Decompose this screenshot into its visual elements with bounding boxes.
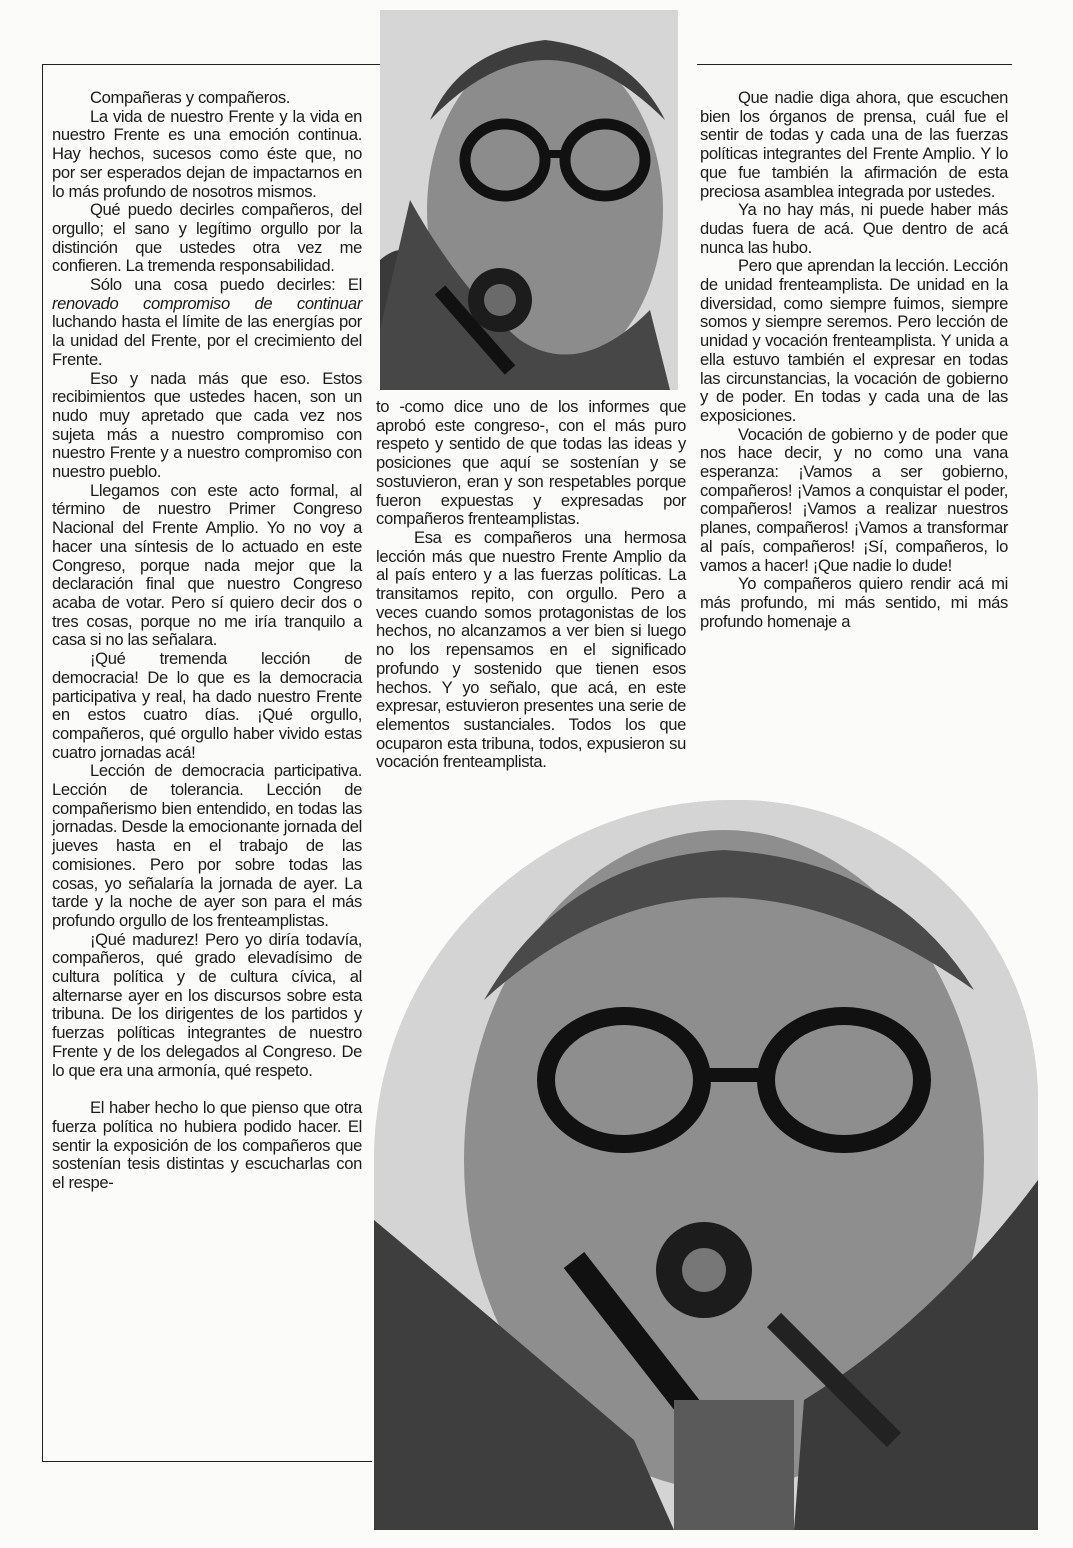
paragraph: La vida de nuestro Frente y la vida en nuestro Frente es una emoción continua. Hay hechos, sucesos como éste que, no por ser esperados dejan de impactarnos en lo más profundo de nosotros mismos.	[52, 106, 362, 201]
portrait-illustration	[380, 10, 678, 390]
paragraph: Compañeras y compañeros.	[90, 88, 291, 107]
paragraph: Que nadie diga ahora, que escuchen bien los órganos de prensa, cuál fue el sentir de todas y cada una de las fuerzas políticas integrantes del Frente Amplio. Y lo que fue también la afirmación de esta preciosa asamblea integrada por ustedes.	[700, 88, 1008, 201]
paragraph: ¡Qué madurez! Pero yo diría todavía, compañeros, qué grado elevadísimo de cultura política y de cultura cívica, al alternarse ayer en los discursos sobre esta tribuna. De los dirigentes de los partidos y fuerzas políticas integrantes de nuestro Frente y de los delegados al Congreso. De lo que era una armonía, qué respeto.	[52, 929, 362, 1080]
portrait-photo-bottom	[374, 800, 1038, 1530]
article-column-1	[52, 89, 362, 1193]
frame-left-rule	[42, 64, 43, 1462]
paragraph: Esa es compañeros una hermosa lección más que nuestro Frente Amplio da al país entero y a las fuerzas políticas. La transitamos repito, con orgullo. Pero a veces cuando somos protagonistas de los hechos, no alcanzamos a ver bien si luego no los repensamos en el significado profundo y sostenido que tienen esos hechos. Y yo señalo, que acá, en este expresar, estuvieron presentes una serie de elementos sustanciales. Todos los que ocuparon esta tribuna, todos, expusieron su vocación frenteamplista.	[376, 527, 686, 772]
paragraph: Qué puedo decirles compañeros, del orgullo; el sano y legítimo orgullo por la distinción que ustedes otra vez me confieren. La tremenda responsabilidad.	[52, 200, 362, 276]
paragraph: Lección de democracia participativa. Lección de tolerancia. Lección de compañerismo bien entendido, en todas las jornadas. Desde la emocionante jornada del jueves hasta en el trabajo de las comisiones. Pero por sobre todas las cosas, yo señalaría la jornada de ayer. La tarde y la noche de ayer son para el más profundo orgullo de los frenteamplistas.	[52, 761, 363, 930]
paragraph: Ya no hay más, ni puede haber más dudas fuera de acá. Que dentro de acá nunca las hubo.	[700, 200, 1008, 257]
article-column-3	[700, 89, 1008, 631]
paragraph: Llegamos con este acto formal, al término de nuestro Primer Congreso Nacional del Frente Amplio. Yo no voy a hacer una síntesis de lo actuado en este Congreso, porque nada mejor que la declaración final que nuestro Congreso acaba de votar. Pero sí quiero decir dos o tres cosas, porque no me iría tranquilo a casa si no las señalara.	[52, 480, 362, 650]
article-column-2	[376, 398, 686, 772]
text-run: luchando hasta el límite de las energías por la unidad del Frente, por el crecimiento del Frente.	[52, 312, 362, 369]
paragraph	[52, 276, 362, 370]
portrait-illustration	[374, 800, 1038, 1530]
paragraph: ¡Qué tremenda lección de democracia! De lo que es la democracia participativa y real, ha dado nuestro Frente en estos cuatro días. ¡Qué orgullo, compañeros, qué orgullo haber vivido estas cuatro jornadas acá!	[52, 649, 362, 762]
paragraph: Vocación de gobierno y de poder que nos hace decir, y no como una vana esperanza: ¡Vamos a ser gobierno, compañeros! ¡Vamos a conquistar el poder, compañeros! ¡Vamos a realizar nuestros planes, compañeros! ¡Vamos a transformar al país, compañeros! ¡Sí, compañeros, lo vamos a hacer! ¡Que nadie lo dude!	[700, 424, 1008, 575]
paragraph: Pero que aprendan la lección. Lección de unidad frenteamplista. De unidad en la diversidad, como siempre fuimos, siempre somos y siempre seremos. Pero lección de unidad y vocación frenteamplista. Y unida a ella estuvo también el expresar en todas las circunstancias, la vocación de gobierno y de poder. En todas y cada una de las exposiciones.	[700, 256, 1008, 425]
frame-bottom-rule	[42, 1461, 372, 1462]
paragraph: Yo compañeros quiero rendir acá mi más profundo, mi más sentido, mi más profundo homenaje a	[700, 574, 1008, 631]
italic-emphasis: renovado compromiso de continuar	[52, 293, 362, 313]
paragraph: to -como dice uno de los informes que aprobó este congreso-, con el más puro respeto y sentido de que todas las ideas y posiciones que aquí se sostenían y se sostuvieron, eran y son respetables porque fueron expuestas y expresadas por compañeros frenteamplistas.	[376, 397, 686, 529]
portrait-photo-top	[380, 10, 678, 390]
text-run: Sólo una cosa puedo decirles: El	[90, 275, 362, 295]
frame-top-left-rule	[42, 64, 380, 65]
paragraph: El haber hecho lo que pienso que otra fuerza política no hubiera podido hacer. El sentir la exposición de los compañeros que sostenían tesis distintas y escucharlas con el respe-	[52, 1098, 362, 1193]
paragraph: Eso y nada más que eso. Estos recibimientos que ustedes hacen, son un nudo muy apretado que cada vez nos sujeta más a nuestro compromiso con nuestro Frente y a nuestro compromiso con nuestro pueblo.	[52, 368, 362, 482]
frame-top-right-rule	[697, 64, 1012, 65]
